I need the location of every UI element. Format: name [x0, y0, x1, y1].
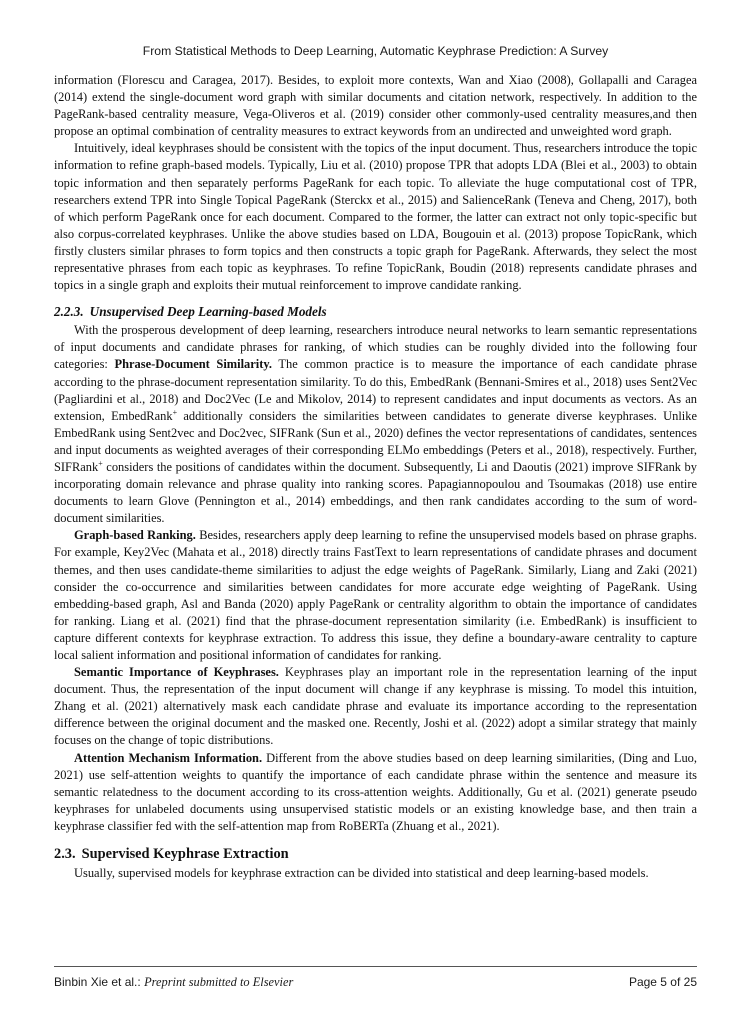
footer-divider	[54, 966, 697, 967]
inline-heading-semantic-importance: Semantic Importance of Keyphrases.	[74, 665, 279, 680]
page-number: Page 5 of 25	[628, 975, 697, 989]
section-heading	[54, 845, 697, 863]
subsection-title: Unsupervised Deep Learning-based Models	[89, 304, 327, 320]
superscript-plus: +	[172, 407, 178, 417]
paragraph-supervised-intro: Usually, supervised models for keyphrase extraction can be divided into statistical and deep learning-based models.	[74, 866, 649, 881]
running-title: From Statistical Methods to Deep Learning, Automatic Keyphrase Prediction: A Survey	[142, 44, 609, 58]
para-text: Besides, researchers apply deep learning to refine the unsupervised models based on phrase graphs. For example, Key2Vec (Mahata et al., 2018) directly trains FastText to learn representations of candidate phrases and document themes, and then uses candidate-theme similarities to adjust the edge weights of PageRank. Similarly, Liang and Zaki (2021) consider the co-occurrence and similarities between candidates for more accurate edge weighting of PageRank. Using embedding-based graph, Asl and Banda (2020) apply PageRank or centrality algorithm to obtain the importance of candidates for ranking. Liang et al. (2021) find that the phrase-document representation similarity (i.e. EmbedRank) is insufficient to capture different contexts for keyphrase extraction. To address this issue, they define a boundary-aware centrality to capture local salient information and positional information of candidates for ranking.	[54, 528, 697, 662]
footer-venue: Preprint submitted to Elsevier	[144, 975, 294, 989]
section-number: 2.3.	[54, 846, 76, 863]
subsection-number: 2.2.3.	[54, 304, 84, 320]
paragraph-topic-graph: Intuitively, ideal keyphrases should be consistent with the topics of the input document. Thus, researchers introduce the topic information to refine graph-based models. Typically, Liu et al. (2010) propose TPR that adopts LDA (Blei et al., 2003) to obtain topic information and then separately performs PageRank for each topic. To alleviate the huge computational cost of TPR, researchers extend TPR into Single Topical PageRank (Sterckx et al., 2015) and SalienceRank (Teneva and Cheng, 2017), both of which perform PageRank once for each document. Compared to the former, the latter can extract not only topic-specific but also corpus-correlated keyphrases. Unlike the above studies based on LDA, Bougouin et al. (2013) propose TopicRank, which firstly clusters similar phrases to form topics and then constructs a topic graph for PageRank. Afterwards, they select the most representative phrases from each topic as keyphrases. To refine TopicRank, Boudin (2018) represents candidate phrases and topics in a single graph and exploits their mutual reinforcement to improve candidate ranking.	[54, 141, 697, 293]
subsection-heading	[54, 303, 697, 320]
para-text: considers the positions of candidates within the document. Subsequently, Li and Daoutis (2021) improve SIFRank by incorporating domain relevance and phrase quality into ranking scores. Papagiannopoulou and Tsoumakas (2018) use entire documents to learn Glove (Pennington et al., 2014) embeddings, and then rank candidates according to the sum of word-document similarities.	[54, 459, 697, 526]
superscript-plus: +	[98, 458, 103, 468]
paragraph-graph-based-ranking	[54, 527, 697, 664]
paragraph-deep-learning-intro	[54, 322, 697, 527]
para-text: Keyphrases play an important role in the representation learning of the input document. Thus, the representation of the input document will change if any keyphrase is missing. To model this intuition, Zhang et al. (2021) alternatively mask each candidate phrase and evaluate its importance according to the representation difference between the original document and the masked one. Recently, Joshi et al. (2022) adopt a similar strategy that mainly focuses on the change of topic distributions.	[54, 665, 698, 748]
paragraph-semantic-importance	[54, 664, 697, 749]
footer-authors: Binbin Xie et al.:	[54, 975, 141, 989]
footer-citation	[54, 975, 293, 990]
paragraph-centrality: information (Florescu and Caragea, 2017). Besides, to exploit more contexts, Wan and Xiao (2008), Gollapalli and Caragea (2014) extend the single-document word graph with similar documents and citation network, respectively. In addition to the PageRank-based centrality measure, Vega-Oliveros et al. (2019) consider other commonly-used centrality measures,and then propose an optimal combination of centrality measures to extract keywords from an undirected and unweighted word graph.	[54, 73, 697, 139]
inline-heading-phrase-document: Phrase-Document Similarity.	[114, 357, 273, 372]
paragraph-attention	[54, 750, 697, 835]
para-text: The common practice is to measure the importance of each candidate phrase according to the phrase-document representation similarity. To do this, EmbedRank (Bennani-Smires et al., 2018) uses Sent2Vec (Pagliardini et al., 2018) and Doc2Vec (Le and Mikolov, 2014) to represent candidates and input documents as vectors. As an extension, EmbedRank	[54, 357, 697, 423]
body-text	[54, 72, 697, 882]
para-text: additionally considers the similarities between candidates to generate diverse keyphrases. Unlike EmbedRank using Sent2vec and Doc2vec, SIFRank (Sun et al., 2020) defines the vector representations of candidates, sentences and input documents as weighted averages of their corresponding ELMo embeddings (Peters et al., 2018), respectively. Further, SIFRank	[54, 408, 698, 474]
section-title: Supervised Keyphrase Extraction	[81, 846, 289, 863]
para-text: Different from the above studies based on deep learning similarities, (Ding and Luo, 2021) use self-attention weights to quantify the importance of each candidate phrase within the sentence and measure its semantic relatedness to the document according to its cross-attention weights. Additionally, Gu et al. (2021) generate pseudo keyphrases for unlabeled documents using unsupervised statistic models or an existing knowledge base, and then train a keyphrase classifier fed with the self-attention map from RoBERTa (Zhuang et al., 2021).	[54, 750, 697, 833]
inline-heading-attention: Attention Mechanism Information.	[74, 750, 263, 765]
inline-heading-graph-ranking: Graph-based Ranking.	[74, 528, 196, 543]
para-text: With the prosperous development of deep learning, researchers introduce neural networks to learn semantic representations of input documents and candidate phrases for ranking, of which studies can be roughly divided into the following four categories:	[54, 323, 697, 372]
